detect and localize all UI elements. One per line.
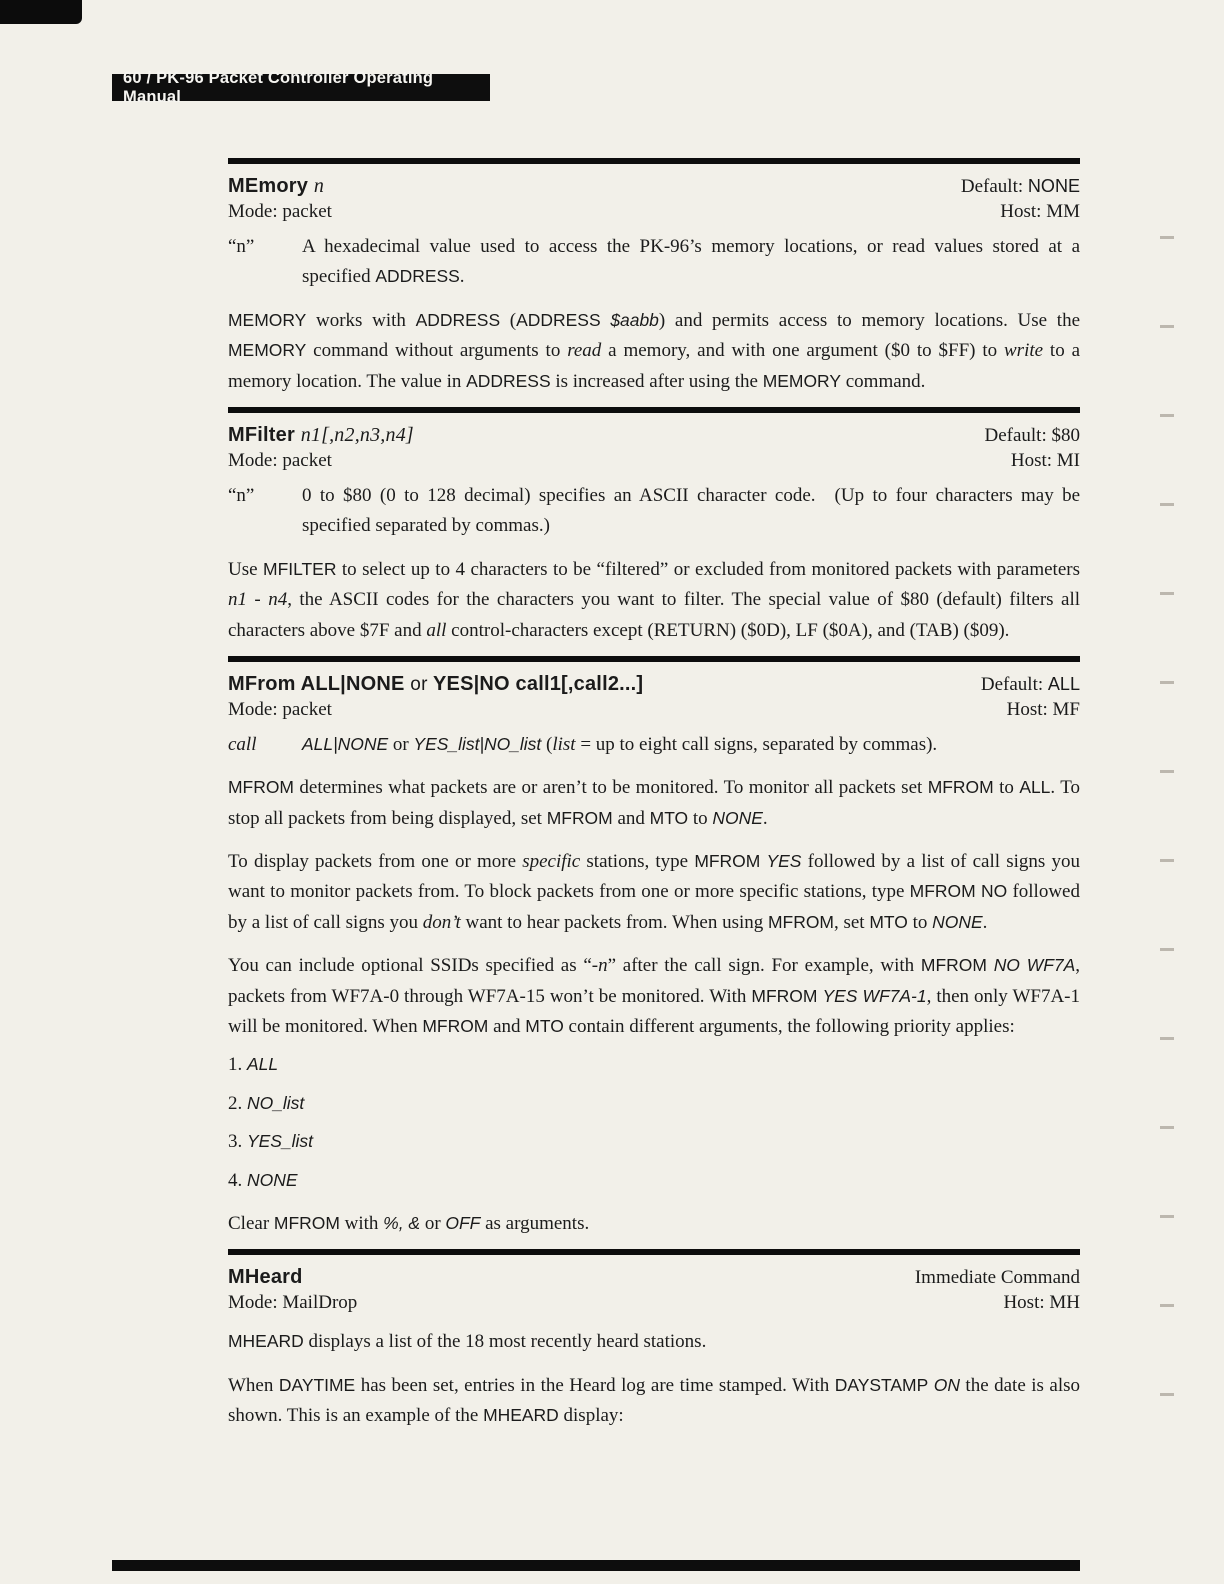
text-run: ALL|NONE	[302, 733, 389, 754]
priority-list-item	[228, 1050, 1080, 1080]
paragraph	[228, 951, 1080, 1042]
text-run: Host: MH	[1003, 1292, 1080, 1314]
text-run: MFROM	[422, 1016, 489, 1037]
text-run: displays a list of the 18 most recently heard stations.	[303, 1331, 707, 1353]
argument-label	[228, 730, 257, 760]
text-run: a memory, and with one argument ($0 to $FF) to	[601, 340, 1004, 362]
host-label	[1000, 201, 1080, 223]
text-run: MFROM NO	[909, 881, 1008, 902]
section-body	[228, 1327, 1080, 1431]
argument-definition	[228, 481, 1080, 542]
text-run: NONE	[932, 911, 983, 932]
command-section	[228, 656, 1080, 1249]
text-run: followed by a list of call signs you want to monitor packets from. To block packets from one or more specific stations, type	[228, 851, 1080, 903]
argument-label	[228, 232, 254, 262]
mode-label	[228, 1292, 357, 1314]
text-run: OFF	[445, 1212, 481, 1233]
text-run: .	[459, 266, 465, 288]
text-run: .	[762, 807, 768, 829]
manual-content	[228, 158, 1080, 1442]
text-run: MEMORY	[228, 340, 307, 361]
text-run: MFROM	[273, 1212, 340, 1233]
text-run: 2.	[228, 1092, 247, 1114]
text-run: or	[388, 733, 414, 755]
text-run: , set	[833, 911, 870, 933]
default-value	[961, 176, 1080, 198]
text-run: write	[1004, 340, 1044, 362]
text-run: to	[907, 911, 933, 933]
text-run: MFROM	[927, 777, 994, 798]
page-edge-ticks	[1160, 150, 1174, 1480]
text-run: -	[247, 589, 269, 611]
text-run: ADDRESS	[375, 266, 460, 287]
text-run: read	[567, 340, 602, 362]
argument-definition	[228, 730, 1080, 760]
text-run: A hexadecimal value used to access the PK-96’s memory locations, or read values stored at a specified	[302, 236, 1080, 288]
text-run: ” after the call sign. For example, with	[607, 955, 921, 977]
text-run: Clear	[228, 1212, 274, 1234]
text-run: command without arguments to	[306, 340, 568, 362]
text-run: 1.	[228, 1054, 247, 1076]
text-run: Host: MF	[1006, 698, 1080, 720]
text-run: call	[228, 733, 257, 755]
text-run: MFILTER	[263, 558, 337, 579]
text-run: NONE	[247, 1169, 298, 1190]
text-run: and	[612, 807, 650, 829]
priority-list-item	[228, 1089, 1080, 1119]
text-run: ALL	[1047, 673, 1080, 694]
text-run: MFROM	[694, 851, 761, 872]
section-body	[228, 481, 1080, 646]
paragraph	[228, 847, 1080, 938]
text-run: %, &	[383, 1212, 421, 1233]
text-run: MHeard	[228, 1266, 303, 1289]
text-run: Use	[228, 558, 264, 580]
text-run: specific	[522, 851, 581, 873]
text-run: Mode: packet	[228, 698, 332, 720]
text-run: Host: MI	[1010, 449, 1080, 471]
text-run: command.	[840, 370, 926, 392]
paragraph	[228, 306, 1080, 397]
text-run	[601, 310, 611, 331]
command-name	[228, 175, 324, 198]
host-label	[1003, 1292, 1080, 1314]
text-run: stations, type	[580, 851, 695, 873]
text-run: want to hear packets from. When using	[460, 911, 768, 933]
text-run: n	[313, 175, 325, 197]
text-run: works with	[306, 309, 416, 331]
text-run: , packets from WF7A-0 through WF7A-15 won’t be monitored. With	[228, 955, 1080, 1007]
text-run: ON	[933, 1374, 960, 1395]
text-run: is increased after using the	[550, 370, 763, 392]
argument-text	[302, 734, 937, 755]
text-run: ALL	[1019, 777, 1051, 798]
text-run: Mode: packet	[228, 449, 332, 471]
text-run: , the ASCII codes for the characters you want to filter. The special value of $80 (default) filters all characters above $7F and	[228, 589, 1080, 641]
text-run: all	[426, 619, 447, 641]
page-header-label: 60 / PK-96 Packet Controller Operating Manual	[123, 68, 434, 106]
argument-label	[228, 481, 254, 511]
text-run: = up to eight call signs, separated by commas).	[575, 733, 938, 755]
text-run: (	[541, 733, 553, 755]
section-divider	[228, 158, 1080, 164]
section-title-row	[228, 175, 1080, 198]
text-run: Mode: packet	[228, 201, 332, 222]
text-run: YES	[766, 851, 802, 872]
text-run: control-characters except (RETURN) ($0D), LF ($0A), and (TAB) ($09).	[446, 619, 1010, 641]
text-run: as arguments.	[480, 1212, 590, 1234]
text-run: Mode: MailDrop	[228, 1292, 358, 1314]
text-run: ALL	[247, 1054, 279, 1075]
paragraph	[228, 1327, 1080, 1357]
text-run: ADDRESS	[516, 309, 601, 330]
text-run: display:	[558, 1405, 624, 1427]
text-run: NO_list	[247, 1092, 305, 1113]
argument-text	[302, 485, 1080, 536]
text-run: Immediate Command	[914, 1267, 1080, 1289]
text-run: to a memory location. The value in	[228, 340, 1081, 392]
text-run: n4	[268, 589, 288, 611]
text-run: or	[410, 673, 428, 695]
host-label	[1007, 699, 1080, 721]
text-run: MFROM	[751, 985, 823, 1006]
text-run: YES|NO call1[,call2...]	[427, 672, 644, 695]
section-body	[228, 232, 1080, 397]
text-run: ) and permits access to memory locations. Use the	[658, 309, 1081, 331]
section-title-row	[228, 673, 1080, 696]
text-run: -n	[591, 955, 608, 977]
text-run: , then only WF7A-1 will be monitored. When	[228, 985, 1080, 1038]
text-run: Host: MM	[1000, 201, 1080, 222]
command-name	[228, 1266, 303, 1289]
text-run: or	[420, 1212, 446, 1234]
text-run: (	[500, 309, 517, 331]
mode-label	[228, 699, 332, 721]
text-run: the date is also shown. This is an example of the	[228, 1374, 1081, 1427]
text-run: YES_list	[247, 1131, 314, 1152]
text-run: MTO	[869, 911, 908, 932]
text-run: YES WF7A-1	[822, 985, 927, 1006]
paragraph	[228, 773, 1080, 834]
mode-label	[228, 450, 332, 472]
argument-definition	[228, 232, 1080, 293]
text-run: NONE	[1027, 176, 1080, 196]
command-name	[228, 673, 643, 696]
text-run: Default:	[960, 176, 1028, 197]
text-run: determines what packets are or aren’t to be monitored. To monitor all packets set	[293, 777, 928, 799]
text-run: to select up to 4 characters to be “filtered” or excluded from monitored packets with parameters	[336, 558, 1080, 580]
section-divider	[228, 407, 1080, 413]
section-divider	[228, 656, 1080, 662]
text-run: to	[993, 777, 1020, 799]
text-run: ADDRESS	[466, 370, 551, 391]
paragraph	[228, 1209, 1080, 1239]
text-run: n1[,n2,n3,n4]	[300, 423, 414, 446]
default-value	[984, 425, 1080, 447]
text-run: don’t	[422, 911, 461, 933]
text-run: to	[688, 807, 713, 829]
text-run: list	[552, 733, 576, 755]
text-run: with	[339, 1212, 384, 1234]
command-section	[228, 1249, 1080, 1441]
text-run: MTO	[525, 1016, 564, 1037]
text-run: MFROM	[228, 777, 294, 798]
text-run: DAYTIME	[278, 1374, 356, 1395]
text-run: MFROM	[920, 955, 994, 976]
host-label	[1011, 450, 1080, 472]
priority-list-item	[228, 1166, 1080, 1196]
text-run: has been set, entries in the Heard log are time stamped. With	[355, 1374, 835, 1396]
mode-label	[228, 201, 332, 223]
scan-corner-mark	[0, 0, 82, 24]
text-run: MHEARD	[228, 1331, 304, 1352]
text-run: . To stop all packets from being displayed, set	[228, 777, 1081, 829]
text-run: MEMORY	[228, 309, 307, 330]
paragraph	[228, 555, 1080, 646]
text-run: MHEARD	[483, 1405, 559, 1426]
mode-host-row	[228, 201, 1080, 223]
text-run: .	[982, 911, 988, 933]
text-run: DAYSTAMP	[834, 1374, 929, 1395]
text-run: and	[488, 1016, 526, 1038]
text-run: YES_list|NO_list	[413, 733, 542, 754]
section-title-row	[228, 1266, 1080, 1289]
page-header-bar	[112, 68, 490, 106]
text-run: contain different arguments, the following priority applies:	[563, 1016, 1015, 1038]
text-run: MFilter	[228, 423, 301, 446]
text-run: MTO	[649, 807, 689, 828]
bottom-page-rule	[112, 1560, 1080, 1571]
section-title-row	[228, 424, 1080, 447]
text-run: MFROM	[768, 911, 834, 932]
command-section	[228, 158, 1080, 407]
text-run: ADDRESS	[415, 309, 501, 330]
text-run: $aabb	[610, 309, 659, 330]
mode-host-row	[228, 450, 1080, 472]
text-run: 0 to $80 (0 to 128 decimal) specifies an ASCII character code. (Up to four characters may be specified separated by commas.)	[302, 484, 1080, 537]
text-run: “n”	[228, 236, 255, 257]
priority-list-item	[228, 1127, 1080, 1157]
text-run: When	[228, 1374, 279, 1396]
text-run: MFrom ALL|NONE	[228, 672, 411, 695]
text-run: MFROM	[546, 807, 613, 828]
text-run: NO WF7A	[993, 955, 1076, 976]
command-name	[228, 424, 414, 447]
text-run: followed by a list of call signs you	[228, 881, 1080, 933]
mode-host-row	[228, 699, 1080, 721]
section-body	[228, 730, 1080, 1239]
text-run: MEMORY	[762, 370, 841, 391]
argument-text	[302, 236, 1080, 287]
text-run: Default: $80	[984, 424, 1080, 446]
text-run: “n”	[228, 484, 255, 506]
default-value	[915, 1267, 1080, 1289]
text-run: NONE	[712, 807, 763, 828]
text-run: MEmory	[228, 175, 314, 197]
text-run: Default:	[980, 673, 1048, 695]
text-run: n1	[228, 589, 247, 611]
default-value	[981, 674, 1080, 696]
text-run: 4.	[228, 1169, 247, 1191]
paragraph	[228, 1371, 1080, 1432]
command-section	[228, 407, 1080, 656]
text-run: 3.	[228, 1131, 247, 1153]
mode-host-row	[228, 1292, 1080, 1314]
text-run: You can include optional SSIDs specified as “	[228, 955, 592, 977]
section-divider	[228, 1249, 1080, 1255]
text-run: To display packets from one or more	[228, 851, 523, 873]
